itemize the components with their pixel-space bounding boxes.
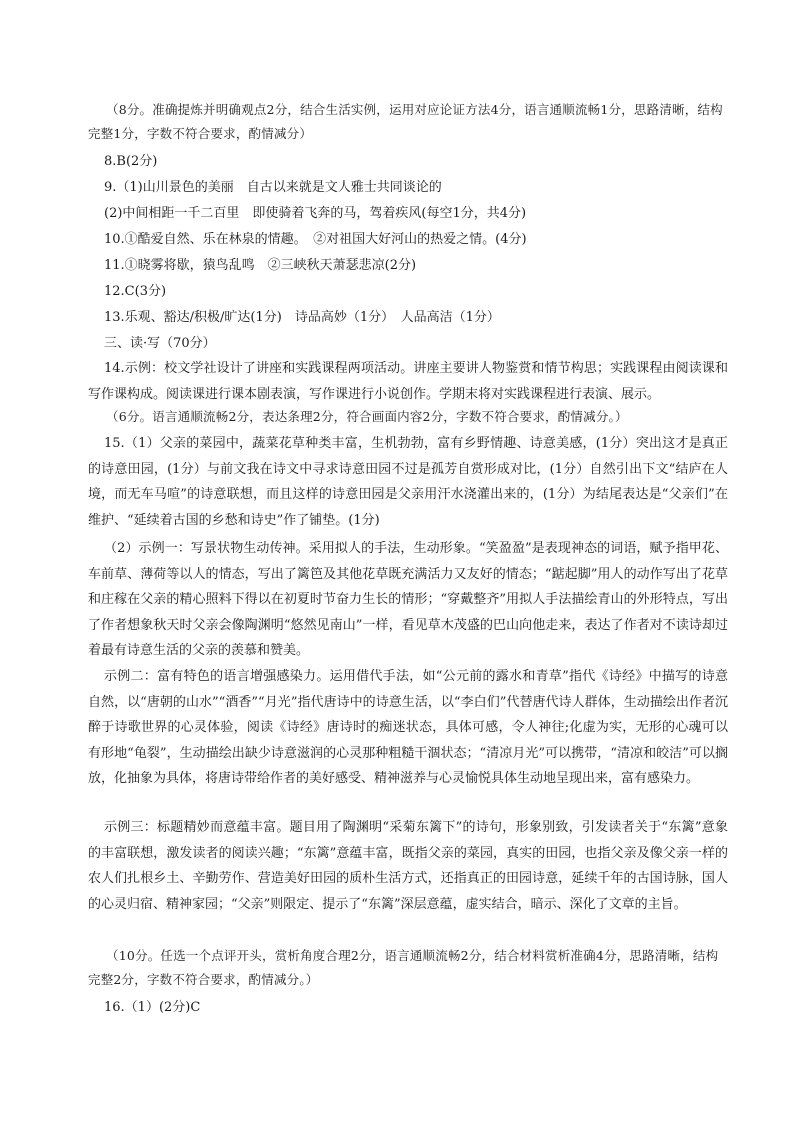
q11-answer: 11.①晓雾将歇，猿鸟乱鸣 ②三峡秋天萧瑟悲凉(2分) xyxy=(104,258,417,273)
q15-part2-example2: 示例二：富有特色的语言增强感染力。运用借代手法，如“公元前的露水和青草”指代《诗经》中描写的诗意自然，以“唐朝的山水”“酒香”“月光”指代唐诗中的诗意生活，以“李白们”代替唐代诗人群体，生动描绘出作者沉醉于诗歌世界的心灵体验，阅读《诗经》唐诗时的痴迷状态，具体可感，令人神往;化虚为实，无形的心魂可以有形地“龟裂”，生动描绘出缺少诗意滋润的心灵那种粗糙干涸状态；“清凉月光”可以携带，“清凉和皎洁”可以搁放，化抽象为具体，将唐诗带给作者的美好感受、精神滋养与心灵愉悦具体生动地呈现出来，富有感染力。 xyxy=(88,669,728,787)
q13-answer: 13.乐观、豁达/积极/旷达(1分) 诗品高妙（1分） 人品高洁（1分） xyxy=(104,310,500,325)
q15-part2-example1: （2）示例一：写景状物生动传神。采用拟人的手法，生动形象。“笑盈盈”是表现神态的词语，赋予指甲花、车前草、薄荷等以人的情态，写出了篱笆及其他花草既充满活力又友好的情态；“踮起脚”用人的动作写出了花草和庄稼在父亲的精心照料下得以在初夏时节奋力生长的情形；“穿戴整齐”用拟人手法描绘青山的外形特点，写出了作者想象秋天时父亲会像陶渊明“悠然见南山”一样，看见草木茂盛的巴山向他走来，表达了作者对不读诗却过着最有诗意生活的父亲的羡慕和赞美。 xyxy=(88,541,728,659)
q7-scoring-note: （8分。准确提炼并明确观点2分，结合生活实例，运用对应论证方法4分，语言通顺流畅1分，思路清晰，结构完整1分，字数不符合要求，酌情减分） xyxy=(88,102,723,141)
section-heading: 三、读·写（70分） xyxy=(104,336,216,351)
q15-part1-answer: 15.（1）父亲的菜园中，蔬菜花草种类丰富，生机勃勃，富有乡野情趣、诗意美感，(1分）突出这才是真正的诗意田园，(1分）与前文我在诗文中寻求诗意田园不过是孤芳自赏形成对比，(1分）自然引出下文“结庐在人境，而无车马喧”的诗意联想，而且这样的诗意田园是父亲用汗水浇灌出来的，(1分）为结尾表达是“父亲们”在维护、“延续着古国的乡愁和诗史”作了铺垫。(1分) xyxy=(88,436,728,528)
q9-answer-1: 9.（1)山川景色的美丽 自古以来就是文人雅士共同谈论的 xyxy=(104,180,442,195)
q8-answer: 8.B(2分) xyxy=(104,154,158,169)
q14-scoring-note: （6分。语言通顺流畅2分，表达条理2分，符合画面内容2分，字数不符合要求，酌情减分。） xyxy=(106,409,628,424)
q15-scoring-note: （10分。任选一个点评开头，赏析角度合理2分，语言通顺流畅2分，结合材料赏析准确4分，思路清晰，结构完整2分，字数不符合要求，酌情减分。） xyxy=(88,948,719,987)
q10-answer: 10.①酷爱自然、乐在林泉的情趣。 ②对祖国大好河山的热爱之情。(4分) xyxy=(104,232,527,247)
q15-part2-example3: 示例三：标题精妙而意蕴丰富。题目用了陶渊明“采菊东篱下”的诗句，形象别致，引发读者关于“东篱”意象的丰富联想，激发读者的阅读兴趣；“东篱”意蕴丰富，既指父亲的菜园，真实的田园，也指父亲及像父亲一样的农人们扎根乡土、辛勤劳作、营造美好田园的质朴生活方式，还指真正的田园诗意，延续千年的古国诗脉，国人的心灵归宿、精神家园；“父亲”则限定、提示了“东篱”深层意蕴，虚实结合，暗示、深化了文章的主旨。 xyxy=(88,820,728,912)
q9-answer-2: (2)中间相距一千二百里 即使骑着飞奔的马，驾着疾风(每空1分，共4分) xyxy=(104,206,527,221)
q12-answer: 12.C(3分) xyxy=(104,284,167,299)
q14-answer: 14.示例：校文学社设计了讲座和实践课程两项活动。讲座主要讲人物鉴赏和情节构思；实践课程由阅读课和写作课构成。阅读课进行课本剧表演，写作课进行小说创作。学期末将对实践课程进行表演、展示。 xyxy=(88,361,728,402)
q16-answer: 16.（1）(2分)C xyxy=(104,1000,201,1015)
